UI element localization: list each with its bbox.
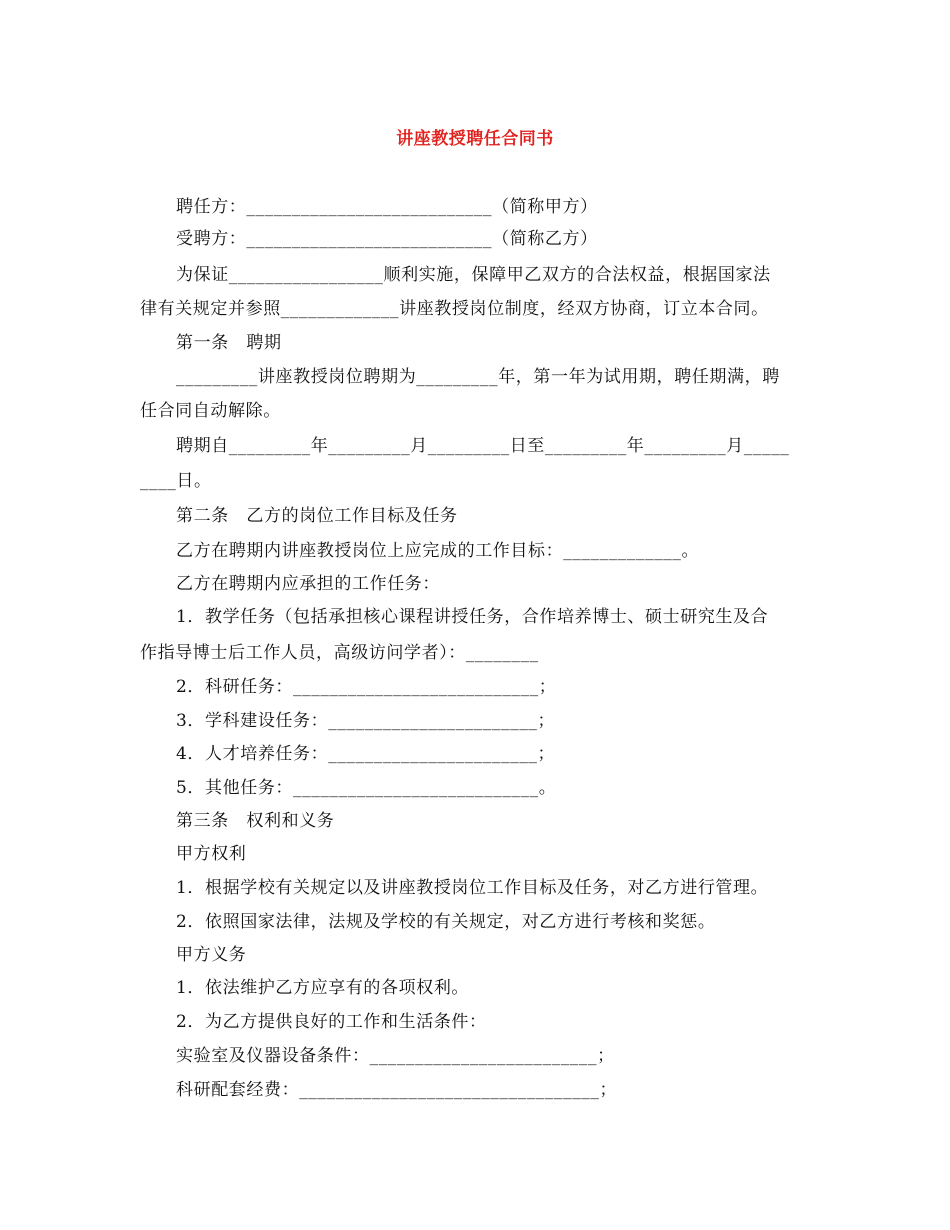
lab-equipment-line: 实验室及仪器设备条件：_________________________； (176, 1046, 615, 1066)
line-employer: 聘任方：___________________________（简称甲方） (176, 197, 598, 217)
task-other: 5．其他任务：___________________________。 (176, 778, 557, 798)
article-3-heading: 第三条 权利和义务 (176, 811, 335, 831)
task-research: 2．科研任务：___________________________； (176, 677, 557, 697)
party-a-rights-heading: 甲方权利 (176, 844, 247, 864)
party-a-right-2: 2．依照国家法律，法规及学校的有关规定，对乙方进行考核和奖惩。 (176, 912, 716, 932)
article-2-heading: 第二条 乙方的岗位工作目标及任务 (176, 506, 458, 526)
party-a-duty-1: 1．依法维护乙方应享有的各项权利。 (176, 978, 470, 998)
article-1-text-2: 任合同自动解除。 (140, 401, 281, 421)
party-a-duties-heading: 甲方义务 (176, 945, 247, 965)
party-a-duty-2: 2．为乙方提供良好的工作和生活条件： (176, 1012, 487, 1032)
term-dates-1: 聘期自_________年_________月_________日至_________年_________月_____ (176, 436, 790, 456)
line-preamble-2: 律有关规定并参照_____________讲座教授岗位制度，经双方协商，订立本合同。 (140, 299, 769, 319)
party-a-right-1: 1．根据学校有关规定以及讲座教授岗位工作目标及任务，对乙方进行管理。 (176, 878, 769, 898)
task-teaching-2: 作指导博士后工作人员，高级访问学者）：________ (140, 643, 539, 663)
research-funding-line: 科研配套经费：_________________________________； (176, 1080, 618, 1100)
article-1-heading: 第一条 聘期 (176, 333, 282, 353)
document-title: 讲座教授聘任合同书 (396, 129, 554, 149)
work-tasks-intro: 乙方在聘期内应承担的工作任务： (176, 574, 440, 594)
task-teaching-1: 1．教学任务（包括承担核心课程讲授任务，合作培养博士、硕士研究生及合 (176, 607, 769, 627)
work-goal-line: 乙方在聘期内讲座教授岗位上应完成的工作目标：_____________。 (176, 541, 700, 561)
task-talent: 4．人才培养任务：_______________________； (176, 744, 556, 764)
article-1-text-1: _________讲座教授岗位聘期为_________年，第一年为试用期，聘任期满，聘 (176, 367, 780, 387)
term-dates-2: ____日。 (140, 471, 212, 491)
task-discipline: 3．学科建设任务：_______________________； (176, 711, 556, 731)
line-employee: 受聘方：___________________________（简称乙方） (176, 229, 598, 249)
line-preamble-1: 为保证_________________顺利实施，保障甲乙双方的合法权益，根据国家法 (176, 265, 771, 285)
